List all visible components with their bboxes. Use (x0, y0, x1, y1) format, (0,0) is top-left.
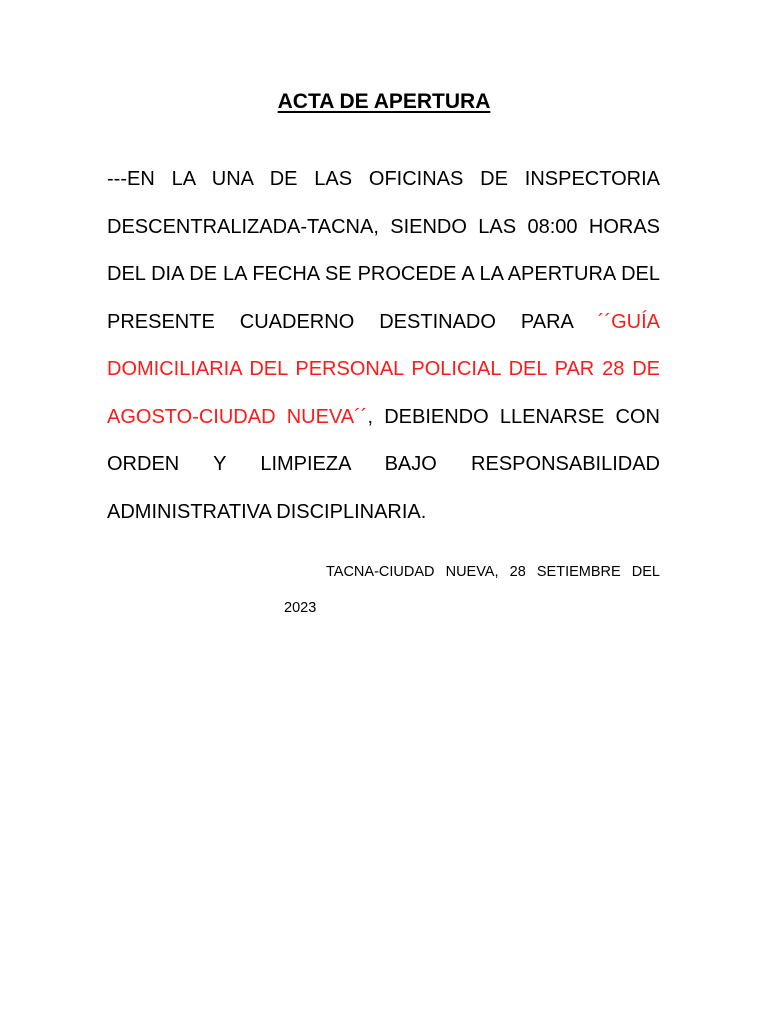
document-title (0, 90, 768, 114)
body-text-part2: , DEBIENDO LLENARSE CON ORDEN Y LIMPIEZA BAJO RESPONSABILIDAD ADMINISTRATIVA DISCIPLINARIA. (107, 405, 660, 523)
signoff-place-date: TACNA-CIUDAD NUEVA, 28 SETIEMBRE DEL (326, 564, 660, 580)
signoff-year: 2023 (284, 600, 317, 616)
body-paragraph (107, 156, 660, 536)
body-text-part1: ---EN LA UNA DE LAS OFICINAS DE INSPECTORIA DESCENTRALIZADA-TACNA, SIENDO LAS 08:00 HORAS DEL DIA DE LA FECHA SE PROCEDE A LA APERTURA DEL PRESENTE CUADERNO DESTINADO PARA (107, 168, 660, 333)
signoff-block (284, 554, 660, 626)
body-text-highlight: ´´GUÍA DOMICILIARIA DEL PERSONAL POLICIAL DEL PAR 28 DE AGOSTO-CIUDAD NUEVA´´ (107, 310, 660, 428)
document-title-text: ACTA DE APERTURA (277, 90, 491, 113)
